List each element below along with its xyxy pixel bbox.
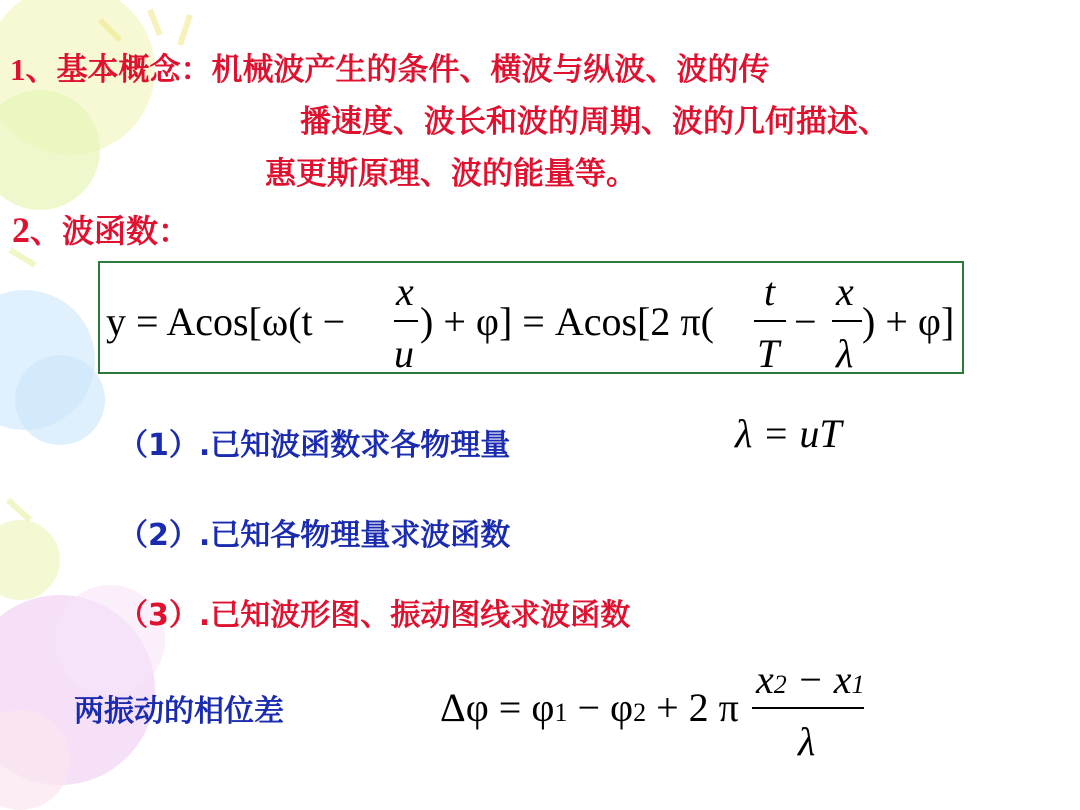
section1-line3: 惠更斯原理、波的能量等。 <box>265 156 637 192</box>
frac2-denominator: T <box>757 331 780 376</box>
phase-fraction-bar <box>752 707 864 709</box>
frac1-bar <box>394 320 418 322</box>
wave-function-rhs: ) + φ] <box>862 299 955 344</box>
phase-num-sub2: 2 <box>773 670 787 699</box>
phase-plus: + 2 π <box>646 685 739 730</box>
section1-heading <box>10 44 770 89</box>
phase-denominator: λ <box>798 719 816 764</box>
phase-minus: − φ <box>567 685 634 730</box>
frac2-bar <box>754 320 786 322</box>
section2-number: 2 <box>12 210 30 250</box>
section1-line2: 播速度、波长和波的周期、波的几何描述、 <box>300 104 889 140</box>
section1-title: 、基本概念： <box>25 52 212 88</box>
frac3-bar <box>832 320 862 322</box>
wavelength-formula: λ = uT <box>735 411 842 456</box>
wave-function-lhs: y = Acos[ω(t − <box>106 299 346 344</box>
phase-sub2: 2 <box>633 698 647 727</box>
frac1-numerator: x <box>396 269 414 314</box>
frac2-numerator: t <box>764 269 776 314</box>
section2-title: 、波函数： <box>30 212 191 250</box>
item-2: （2）.已知各物理量求波函数 <box>118 518 511 553</box>
item-1: （1）.已知波函数求各物理量 <box>118 428 511 463</box>
section1-line1: 机械波产生的条件、横波与纵波、波的传 <box>211 52 770 88</box>
wave-function-minus: − <box>794 299 817 344</box>
phase-num-x2: x <box>756 657 774 702</box>
frac3-denominator: λ <box>836 331 854 376</box>
wave-function-mid: ) + φ] = Acos[2 π( <box>420 299 714 344</box>
phase-formula <box>440 684 739 731</box>
section1-number: 1 <box>10 52 26 87</box>
phase-num-minus: − x <box>786 657 852 702</box>
item-3: （3）.已知波形图、振动图线求波函数 <box>118 598 631 633</box>
section2-heading <box>12 206 190 252</box>
phase-num-sub1: 1 <box>851 670 865 699</box>
frac1-denominator: u <box>394 331 414 376</box>
phase-lhs: Δφ = φ <box>440 685 555 730</box>
phase-numerator <box>756 656 865 703</box>
phase-label: 两振动的相位差 <box>74 694 284 729</box>
phase-sub1: 1 <box>554 698 568 727</box>
frac3-numerator: x <box>836 269 854 314</box>
